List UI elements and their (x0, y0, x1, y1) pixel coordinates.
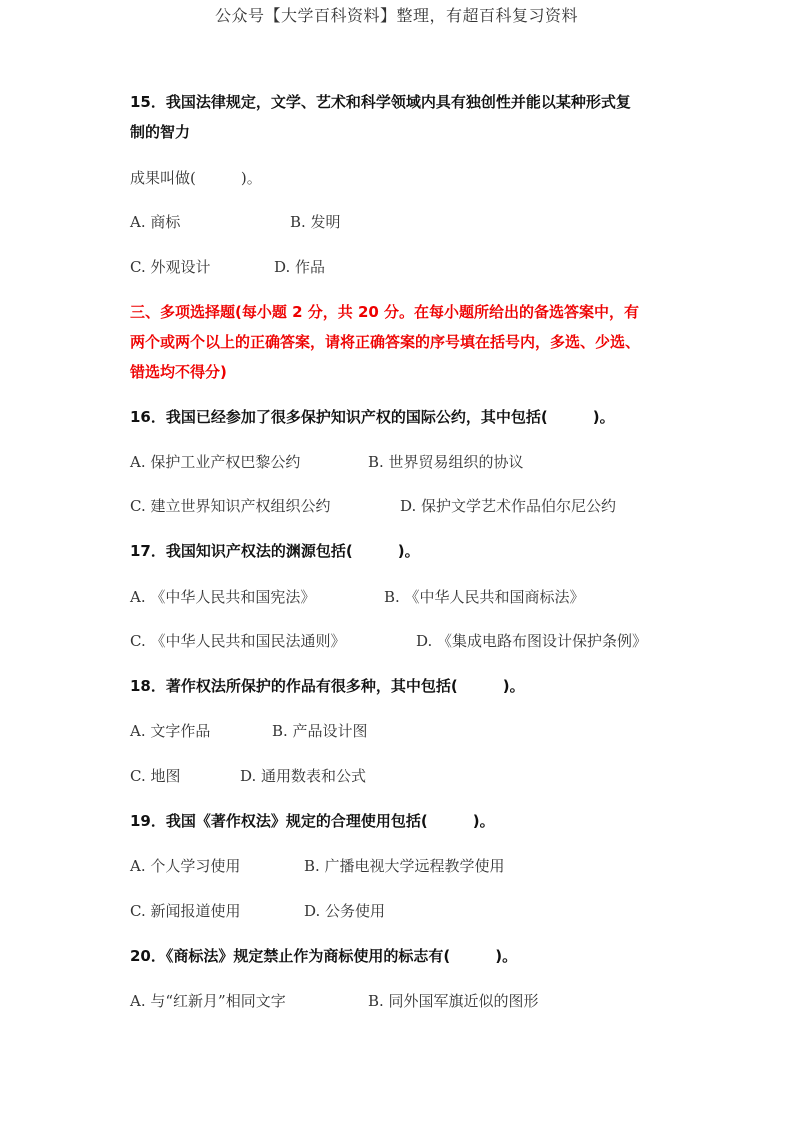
question-19-options-row2 (130, 901, 385, 921)
question-16-options-row2 (130, 496, 616, 516)
question-18-option-c: C. 地图 (130, 767, 181, 785)
question-15-option-b: B. 发明 (290, 213, 341, 231)
question-15-option-a: A. 商标 (130, 213, 181, 231)
question-19-options-row1 (130, 856, 505, 876)
question-19-option-b: B. 广播电视大学远程教学使用 (304, 857, 505, 875)
question-17-option-c: C. 《中华人民共和国民法通则》 (130, 632, 346, 650)
question-17-option-d: D. 《集成电路布图设计保护条例》 (416, 632, 648, 650)
section-3-instructions-line2: 两个或两个以上的正确答案，请将正确答案的序号填在括号内，多选、少选、 (130, 333, 641, 351)
question-15-option-c: C. 外观设计 (130, 258, 211, 276)
question-18-option-a: A. 文字作品 (130, 722, 211, 740)
question-17-options-row1 (130, 587, 585, 607)
question-18-option-b: B. 产品设计图 (272, 722, 368, 740)
question-15-options-row1 (130, 212, 341, 232)
question-18-options-row1 (130, 721, 368, 741)
question-15-option-d: D. 作品 (274, 258, 326, 276)
question-16-stem: 16．我国已经参加了很多保护知识产权的国际公约，其中包括( )。 (130, 408, 615, 426)
question-16-option-b: B. 世界贸易组织的协议 (368, 453, 524, 471)
question-17-stem: 17．我国知识产权法的渊源包括( )。 (130, 542, 420, 560)
question-18-option-d: D. 通用数表和公式 (240, 767, 367, 785)
question-15-stem-line1: 15．我国法律规定，文学、艺术和科学领域内具有独创性并能以某种形式复 (130, 93, 631, 111)
question-17-options-row2 (130, 631, 647, 651)
question-17-option-a: A. 《中华人民共和国宪法》 (130, 588, 316, 606)
question-15-stem-line2: 制的智力 (130, 123, 191, 141)
question-20-stem: 20．《商标法》规定禁止作为商标使用的标志有( )。 (130, 947, 518, 965)
question-18-stem: 18．著作权法所保护的作品有很多种，其中包括( )。 (130, 677, 525, 695)
page-header: 公众号【大学百科资料】整理，有超百科复习资料 (214, 6, 578, 25)
question-19-stem: 19．我国《著作权法》规定的合理使用包括( )。 (130, 812, 495, 830)
question-15-options-row2 (130, 257, 325, 277)
question-20-option-a: A. 与“红新月”相同文字 (130, 992, 286, 1010)
question-16-option-a: A. 保护工业产权巴黎公约 (130, 453, 301, 471)
question-16-options-row1 (130, 452, 524, 472)
question-20-options-row1 (130, 991, 539, 1011)
question-19-option-d: D. 公务使用 (304, 902, 386, 920)
section-3-instructions-line3: 错选均不得分) (130, 363, 227, 381)
question-19-option-c: C. 新闻报道使用 (130, 902, 241, 920)
question-17-option-b: B. 《中华人民共和国商标法》 (384, 588, 585, 606)
question-15-stem-line3: 成果叫做( )。 (130, 169, 262, 187)
question-19-option-a: A. 个人学习使用 (130, 857, 241, 875)
section-3-instructions-line1: 三、多项选择题(每小题 2 分，共 20 分。在每小题所给出的备选答案中，有 (130, 303, 640, 321)
question-16-option-d: D. 保护文学艺术作品伯尔尼公约 (400, 497, 617, 515)
question-16-option-c: C. 建立世界知识产权组织公约 (130, 497, 331, 515)
question-18-options-row2 (130, 766, 366, 786)
question-20-option-b: B. 同外国军旗近似的图形 (368, 992, 539, 1010)
